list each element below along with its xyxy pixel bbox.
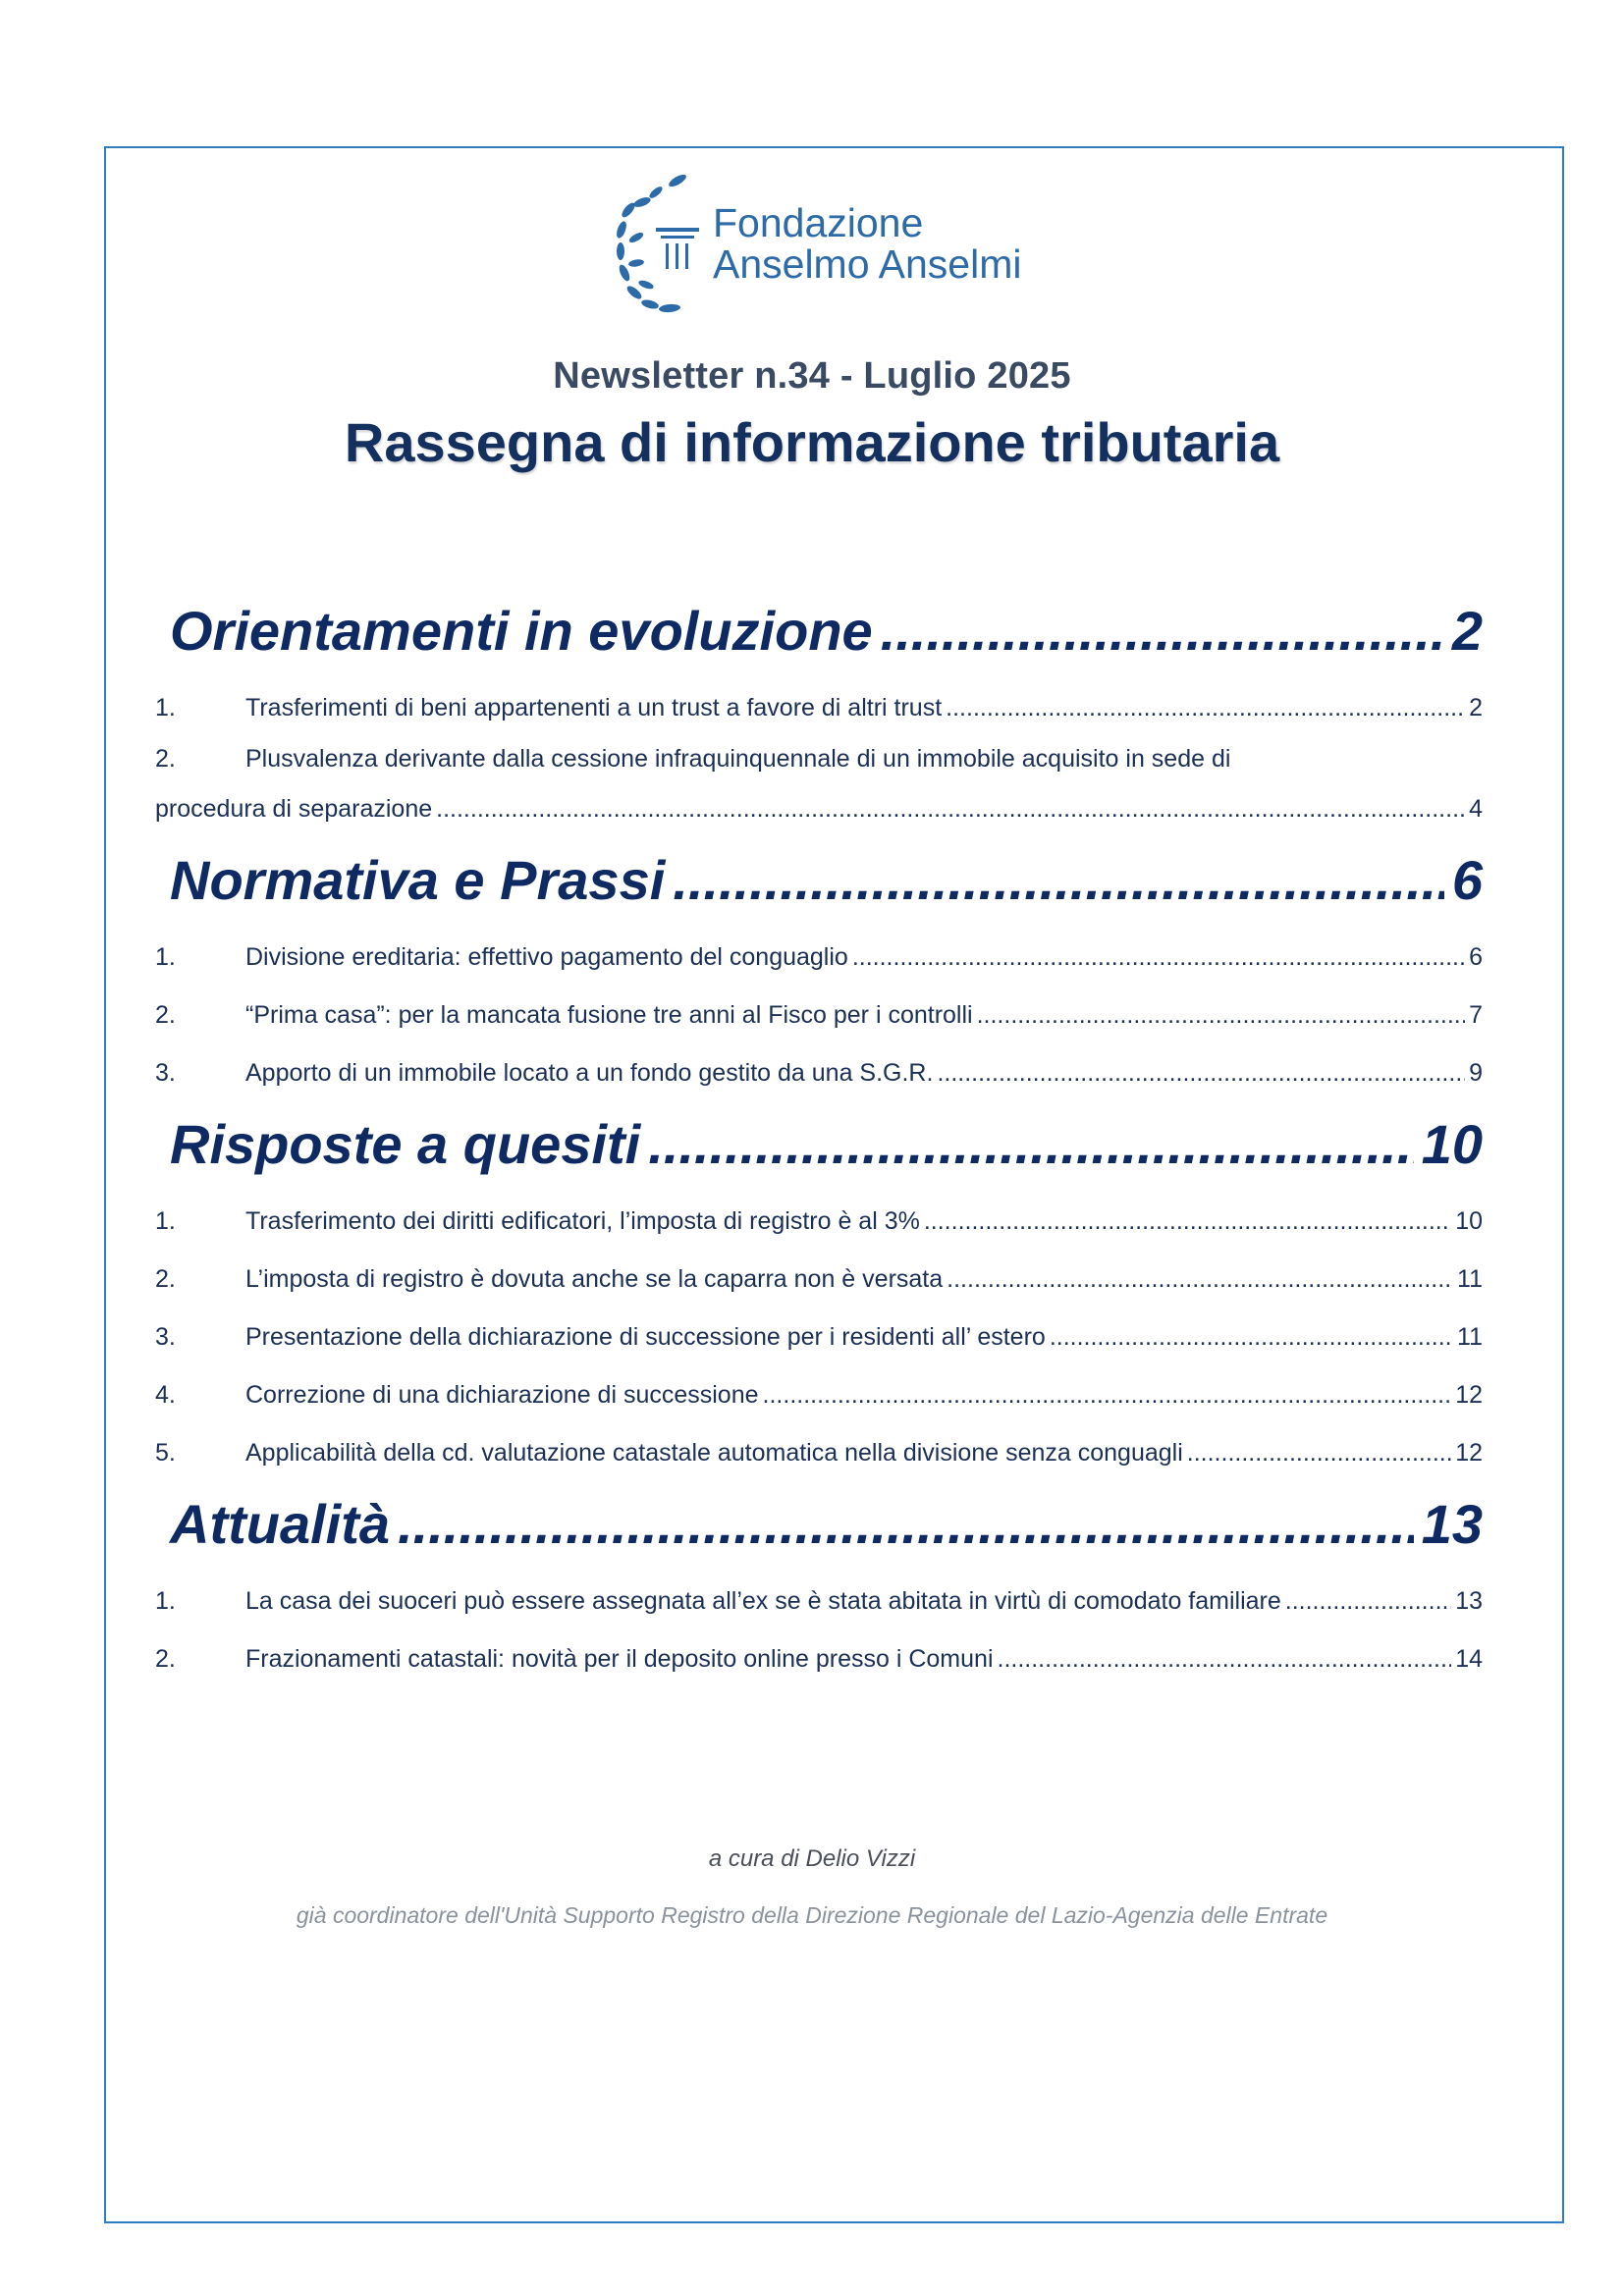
- toc-item-text: Correzione di una dichiarazione di successione: [245, 1381, 759, 1409]
- toc-leader-dots: [852, 929, 1465, 987]
- toc-item[interactable]: [155, 1366, 1483, 1424]
- toc-item-text: Trasferimenti di beni appartenenti a un trust a favore di altri trust: [245, 694, 943, 721]
- logo-text: [713, 202, 1021, 285]
- toc-leader-dots: [436, 780, 1465, 838]
- toc-item[interactable]: [155, 987, 1483, 1044]
- toc-item[interactable]: [155, 737, 1483, 838]
- toc-item[interactable]: [155, 1573, 1483, 1630]
- toc-item-text: Divisione ereditaria: effettivo pagamento del conguaglio: [245, 943, 848, 971]
- toc-item-text: La casa dei suoceri può essere assegnata all’ex se è stata abitata in virtù di comodato familiare: [245, 1587, 1281, 1615]
- author-credit: a cura di Delio Vizzi: [708, 1845, 916, 1872]
- toc-item-number: 3.: [155, 1323, 176, 1351]
- toc-item[interactable]: [155, 1251, 1483, 1308]
- toc-item-text: Trasferimento dei diritti edificatori, l’imposta di registro è al 3%: [245, 1207, 920, 1235]
- toc-item-text-continued: procedura di separazione: [155, 795, 433, 823]
- toc-item-number: 2.: [155, 1001, 176, 1029]
- logo: [607, 173, 1078, 330]
- toc-item-number: 3.: [155, 1059, 176, 1087]
- toc-section-title: Risposte a quesiti: [170, 1113, 641, 1175]
- toc-section-title: Normativa e Prassi: [170, 849, 666, 911]
- toc-item-page: 11: [1457, 1323, 1483, 1351]
- author-role: già coordinatore dell'Unità Supporto Registro della Direzione Regionale del Lazio-Agenzia delle Entrate: [296, 1902, 1328, 1928]
- toc-section[interactable]: [170, 1112, 1483, 1193]
- toc-item-page: 9: [1469, 1059, 1483, 1087]
- toc-leader-dots: [998, 1630, 1452, 1688]
- toc-item-text: “Prima casa”: per la mancata fusione tre anni al Fisco per i controlli: [245, 1001, 973, 1029]
- toc-section-page: 2: [1451, 600, 1483, 662]
- toc-leader-dots: [946, 679, 1465, 737]
- toc-item-text: Presentazione della dichiarazione di successione per i residenti all’ estero: [245, 1323, 1046, 1351]
- laurel-column-icon: [607, 173, 705, 330]
- toc-item[interactable]: [155, 679, 1483, 737]
- toc-item[interactable]: [155, 929, 1483, 987]
- toc-leader-dots: [398, 1492, 1414, 1556]
- toc-item-page: 14: [1455, 1645, 1483, 1673]
- toc-section[interactable]: [170, 848, 1483, 929]
- toc-leader-dots: [977, 987, 1466, 1044]
- toc-item-page: 12: [1455, 1381, 1483, 1409]
- toc-leader-dots: [763, 1366, 1452, 1424]
- logo-line-1: Fondazione: [713, 200, 924, 245]
- table-of-contents: [155, 589, 1483, 1688]
- page-title: Rassegna di informazione tributaria: [344, 411, 1280, 473]
- toc-item[interactable]: [155, 1193, 1483, 1251]
- toc-item-number: 4.: [155, 1381, 176, 1409]
- toc-section-title: Orientamenti in evoluzione: [170, 600, 873, 662]
- toc-item-number: 2.: [155, 1645, 176, 1673]
- toc-leader-dots: [947, 1251, 1453, 1308]
- toc-item-page: 6: [1469, 943, 1483, 971]
- toc-item-page: 13: [1455, 1587, 1483, 1615]
- toc-item-page: 12: [1455, 1439, 1483, 1467]
- toc-section-title: Attualità: [170, 1493, 390, 1555]
- toc-item-text: Plusvalenza derivante dalla cessione infraquinquennale di un immobile acquisito in sede di: [245, 745, 1231, 773]
- toc-item-page: 11: [1457, 1265, 1483, 1293]
- toc-item-text: L’imposta di registro è dovuta anche se la caparra non è versata: [245, 1265, 944, 1293]
- toc-item-page: 10: [1455, 1207, 1483, 1235]
- toc-item[interactable]: [155, 1424, 1483, 1482]
- toc-leader-dots: [1050, 1308, 1453, 1366]
- toc-item[interactable]: [155, 1630, 1483, 1688]
- newsletter-subtitle: Newsletter n.34 - Luglio 2025: [553, 355, 1071, 397]
- toc-item[interactable]: [155, 1308, 1483, 1366]
- toc-item-number: 2.: [155, 745, 176, 773]
- toc-item-text: Applicabilità della cd. valutazione catastale automatica nella divisione senza conguagli: [245, 1439, 1183, 1467]
- toc-leader-dots: [1187, 1424, 1451, 1482]
- toc-section[interactable]: [170, 599, 1483, 679]
- toc-item-number: 1.: [155, 1587, 176, 1615]
- toc-item-page: 4: [1469, 795, 1483, 823]
- toc-leader-dots: [924, 1193, 1451, 1251]
- toc-item-number: 1.: [155, 943, 176, 971]
- toc-item-text: Frazionamenti catastali: novità per il deposito online presso i Comuni: [245, 1645, 994, 1673]
- logo-line-2: Anselmo Anselmi: [713, 241, 1022, 287]
- toc-leader-dots: [881, 599, 1444, 663]
- toc-leader-dots: [648, 1112, 1413, 1176]
- toc-item-number: 1.: [155, 694, 176, 721]
- toc-item-page: 7: [1469, 1001, 1483, 1029]
- toc-item[interactable]: [155, 1044, 1483, 1102]
- toc-item-text: Apporto di un immobile locato a un fondo gestito da una S.G.R.: [245, 1059, 934, 1087]
- toc-item-number: 5.: [155, 1439, 176, 1467]
- toc-leader-dots: [937, 1044, 1465, 1102]
- toc-section-page: 10: [1421, 1113, 1483, 1175]
- toc-item-number: 1.: [155, 1207, 176, 1235]
- toc-item-page: 2: [1469, 694, 1483, 721]
- toc-item-number: 2.: [155, 1265, 176, 1293]
- toc-leader-dots: [673, 848, 1444, 912]
- toc-section-page: 6: [1451, 849, 1483, 911]
- toc-section[interactable]: [170, 1492, 1483, 1573]
- toc-section-page: 13: [1421, 1493, 1483, 1555]
- toc-leader-dots: [1285, 1573, 1451, 1630]
